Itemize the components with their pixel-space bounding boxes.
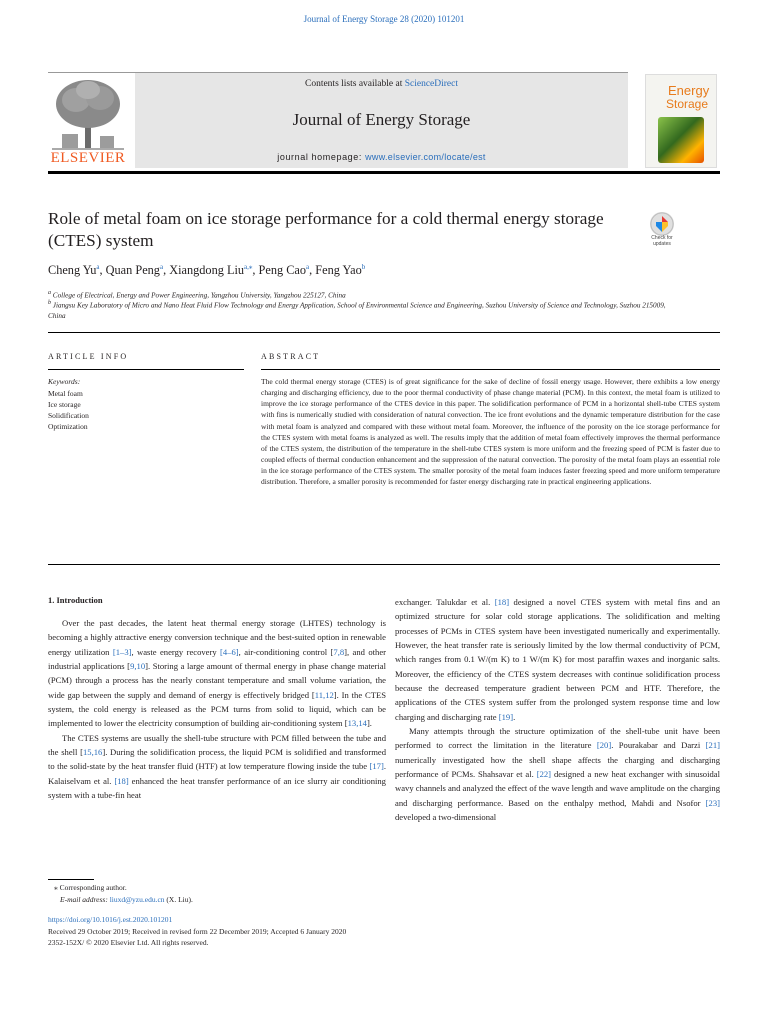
citation-link[interactable]: [18] — [494, 597, 510, 607]
citation-link[interactable]: [23] — [705, 797, 720, 808]
abstract-rule — [261, 369, 720, 370]
keyword: Ice storage — [48, 400, 81, 409]
contents-prefix: Contents lists available at — [304, 79, 405, 89]
keyword: Metal foam — [48, 389, 83, 398]
journal-cover-thumbnail[interactable] — [645, 74, 717, 168]
journal-homepage — [135, 152, 628, 162]
citation-link[interactable]: 7 — [333, 646, 338, 657]
paragraph-text: , air-conditioning control [ — [238, 646, 334, 657]
citation-link[interactable]: [18] — [114, 775, 129, 786]
paragraph-text: , waste energy recovery — [131, 646, 221, 657]
section-divider — [48, 332, 720, 333]
contents-line — [135, 79, 628, 89]
crossmark-icon — [650, 212, 674, 236]
journal-reference[interactable]: Journal of Energy Storage 28 (2020) 101201 — [303, 14, 465, 24]
footnote-rule — [48, 879, 94, 880]
paragraph-text: Many attempts through the structure optimization of the shell-tube unit have been performed to correct the limitation in the literature — [395, 726, 720, 751]
citation-link[interactable]: 12 — [325, 689, 334, 700]
citation-link[interactable]: 8 — [339, 646, 345, 657]
paragraph — [395, 595, 720, 724]
article-title: Role of metal foam on ice storage performance for a cold thermal energy storage (CTES) system — [48, 209, 604, 250]
cover-title-energy: Energy — [668, 83, 710, 98]
citation-link[interactable]: , — [356, 718, 359, 729]
paragraph-text: . Pourakabar and Darzi — [611, 740, 706, 751]
citation-link[interactable]: [17] — [369, 761, 384, 772]
paragraph-text: exchanger. Talukdar et al. — [395, 597, 495, 607]
paragraph — [48, 616, 386, 731]
homepage-label: journal homepage: — [277, 152, 366, 162]
author[interactable]: Quan Peng$^a$ — [105, 263, 164, 278]
corresponding-author-note: ⁎ Corresponding author. — [54, 883, 127, 892]
paragraph-text: enhanced the heat transfer performance of an ice slurry air conditioning system with a tube-fin heat — [48, 775, 386, 801]
journal-title: Journal of Energy Storage — [292, 110, 471, 129]
email-note: E-mail address: liuxd@yzu.edu.cn (X. Liu). — [60, 895, 193, 904]
abstract-heading: ABSTRACT — [261, 352, 321, 361]
paragraph-text: The CTES systems are usually the shell-tube structure with PCM filled between the tube and the shell [ — [48, 732, 386, 758]
citation-link[interactable]: , — [323, 689, 326, 700]
article-info-heading: ARTICLE INFO — [48, 352, 129, 361]
introduction-heading: 1. Introduction — [48, 595, 103, 605]
citation-link[interactable]: 15 — [83, 747, 92, 758]
paragraph-text: . Kalaiselvam et al. — [48, 761, 386, 786]
citation-link[interactable]: 9 — [130, 661, 135, 672]
author[interactable]: Xiangdong Liu$^{a,⁎}$ — [169, 263, 253, 278]
article-info-rule — [48, 369, 244, 370]
crossmark-badge[interactable] — [644, 212, 680, 252]
citation-link[interactable]: , — [337, 646, 340, 657]
sciencedirect-link[interactable]: ScienceDirect — [404, 79, 458, 89]
author[interactable]: Cheng Yu$^a$ — [48, 263, 100, 278]
doi-link[interactable]: https://doi.org/10.1016/j.est.2020.101201 — [48, 915, 173, 924]
homepage-link[interactable]: www.elsevier.com/locate/est — [365, 152, 486, 162]
paragraph-text: ]. Storing a large amount of thermal energy in phase change material (PCM) through a process has the nearly constant temperature and small volume variation, the wide gap between the supply and demand of energy is effectively bridged [ — [48, 661, 386, 700]
paragraph — [48, 731, 386, 803]
citation-link[interactable]: 14 — [358, 718, 367, 729]
citation-link[interactable]: , — [134, 661, 137, 672]
paragraph-text: Over the past decades, the latent heat thermal energy storage (LHTES) technology is becoming a highly attractive energy conversion technique and the best-suited option in renewable energy utilization — [48, 618, 386, 657]
citation-link[interactable]: [4–6] — [220, 646, 239, 657]
abstract-bottom-rule — [48, 564, 720, 565]
keyword: Optimization — [48, 422, 88, 431]
cover-title-storage: Storage — [666, 97, 709, 111]
received-dates: Received 29 October 2019; Received in revised form 22 December 2019; Accepted 6 January 2020 — [48, 927, 347, 936]
keyword: Solidification — [48, 411, 89, 420]
paragraph-text: . — [513, 711, 516, 722]
affiliation-a: $^a$ College of Electrical, Energy and Power Engineering, Yangzhou University, Yangzhou 225127, China — [48, 290, 346, 300]
crossmark-label: Check for updates — [651, 235, 673, 247]
citation-link[interactable]: , — [91, 747, 94, 758]
abstract-text: The cold thermal energy storage (CTES) is of great significance for the sake of decline of fossil energy usage. However, there exhibits a low energy charging and discharging efficiency, due to the poor thermal conductivity of phase change material (PCM). In this context, the metal foam is utilized to improve the ice storage performance of the CTES device in this paper. The solidification performance of PCM in a horizontal shell-tube CTES system with fins is numerically studied with consideration of natural convection. The ice front evolutions and the dynamic temperature distribution for the case with metal foam is analyzed and compared with these without metal foam. Moreover, the influence of the porosity on the ice storage performance for the CTES system with metal foams is analyzed as well. The results imply that the addition of metal foam effectively improves the thermal performance of the CTES system, the distribution of the temperature in the shell-tube CTES system is more uniform and the freezing speed of PCM is faster due to coupled effects of thermal conduction enhancement and the suppression of the natural convection. The porosity of the metal foam plays an essential role in the ice storage performance of the CTES system. The smaller porosity of the metal foam induces faster freezing speed and more uniform temperature distribution. Therefore, a smaller porosity is recommended for faster energy discharging rate in practical engineering applications. — [261, 377, 720, 487]
paragraph-text: numerically investigated how the shell shape affects the charging and discharging performance of PCMs. Shahsavar et al. — [395, 754, 720, 780]
author-list: Cheng Yu$^a$, Quan Peng$^a$, Xiangdong Liu$^{a,⁎}$, Peng Cao$^a$, Feng Yao$^b$ — [48, 263, 366, 278]
keywords-label: Keywords: — [48, 377, 81, 386]
body-column-right — [395, 595, 720, 825]
paragraph-text: ]. During the solidification process, the liquid PCM is solidified and transformed to the solid-state by the heat transfer fluid (HTF) at low temperature flowing inside the tube — [48, 747, 386, 772]
paragraph-text: designed a novel CTES system with metal fins and an optimized structure for solar cold storage applications. The solidification and melting processes of PCMs in CTES system have been investigated numerically and experimentally. However, the heat transfer rate is seriously limited by the low thermal conductivity of PCM, which ranges from 0.1 W/(m K) to 1 W/(m K) for most paraffin waxes and inorganic salts. Moreover, the efficiency of the CTES system decreases with continue solidification process because the decreased temperature gradient between PCM and HTF. Therefore, the applications of the CTES system suffer from the prolonged system response time and low charging and discharging rate — [395, 597, 720, 722]
email-link[interactable]: liuxd@yzu.edu.cn — [109, 895, 165, 904]
paragraph-text: designed a new heat exchanger with sinusoidal wavy channels and analyzed the effect of the wave length and wave amplitude on the charging and discharging performance. Based on the enthalpy method, Mahdi and Nsofor — [395, 769, 720, 808]
citation-link[interactable]: [22] — [536, 769, 552, 780]
citation-link[interactable]: 11 — [314, 689, 324, 700]
citation-link[interactable]: 10 — [136, 661, 146, 672]
paragraph-text: ], and other industrial applications [ — [48, 646, 386, 672]
paragraph-text: developed a two-dimensional — [395, 812, 497, 823]
header-bottom-rule — [48, 171, 720, 174]
citation-link[interactable]: [19] — [498, 711, 514, 722]
citation-link[interactable]: [20] — [596, 740, 612, 751]
citation-link[interactable]: 16 — [93, 747, 103, 758]
copyright-line: 2352-152X/ © 2020 Elsevier Ltd. All rights reserved. — [48, 938, 209, 947]
body-column-left — [48, 616, 386, 802]
affiliation-b: $^b$ Jiangsu Key Laboratory of Micro and Nano Heat Fluid Flow Technology and Energy Application, School of Environmental Science and Engineering, Suzhou University of Science and Technology, Suzhou 215009, China — [48, 300, 666, 321]
paragraph-text: ]. — [366, 718, 372, 729]
elsevier-wordmark: ELSEVIER — [50, 150, 126, 166]
author[interactable]: Peng Cao$^a$ — [258, 263, 310, 278]
paragraph-text: ]. In the CTES system, the cold energy is released as the PCM turns from solid to liquid, which can be implemented to lower the electricity consumption of building air-conditioning system [ — [48, 689, 386, 729]
paragraph — [395, 724, 720, 824]
citation-link[interactable]: 13 — [347, 718, 357, 729]
cover-image — [658, 117, 704, 163]
citation-link[interactable]: [1–3] — [112, 646, 132, 657]
author[interactable]: Feng Yao$^b$ — [315, 263, 366, 278]
citation-link[interactable]: [21] — [705, 740, 720, 751]
